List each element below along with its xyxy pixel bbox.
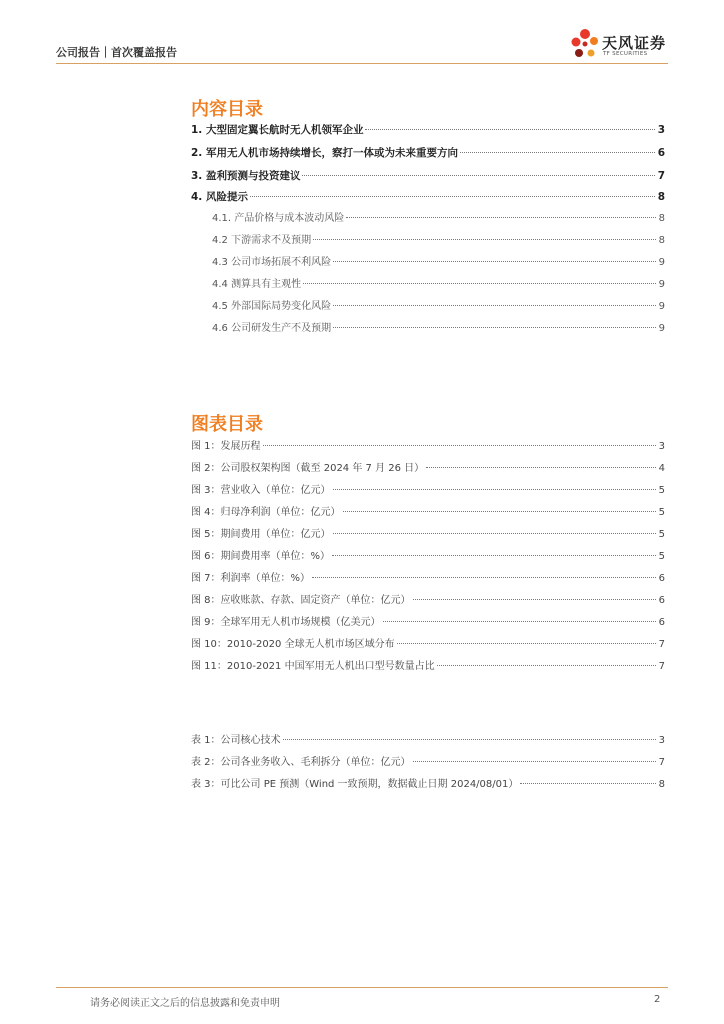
page-number: 2 [654, 994, 661, 1005]
figures-title: 图表目录 [191, 414, 263, 435]
report-type-label: 公司报告｜首次覆盖报告 [56, 46, 177, 59]
table-entry-page: 3 [658, 735, 665, 746]
figure-entry-page: 7 [658, 661, 665, 672]
leader-dots [365, 129, 654, 130]
leader-dots [426, 467, 655, 468]
figure-entry-page: 5 [658, 551, 665, 562]
toc-entry-1[interactable] [191, 122, 665, 138]
leader-dots [303, 283, 656, 284]
leader-dots [397, 643, 656, 644]
figure-entry-text: 图 10：2010-2020 全球无人机市场区域分布 [191, 639, 395, 650]
leader-dots [413, 761, 656, 762]
figure-entry-text: 图 4：归母净利润（单位：亿元） [191, 507, 341, 518]
leader-dots [520, 783, 655, 784]
toc-entry-4[interactable] [191, 189, 665, 205]
figure-entry-10[interactable] [191, 637, 665, 653]
logo-flower-icon [568, 26, 602, 60]
leader-dots [346, 217, 655, 218]
toc-entry-text: 2. 军用无人机市场持续增长，察打一体或为未来重要方向 [191, 147, 458, 159]
figure-entry-5[interactable] [191, 527, 665, 543]
figure-entry-page: 6 [658, 617, 665, 628]
leader-dots [332, 555, 656, 556]
figure-entry-2[interactable] [191, 461, 665, 477]
toc-entry-4-2[interactable] [212, 233, 665, 249]
figure-entry-text: 图 8：应收账款、存款、固定资产（单位：亿元） [191, 595, 411, 606]
figure-entry-page: 6 [658, 573, 665, 584]
disclaimer-text: 请务必阅读正文之后的信息披露和免责申明 [90, 998, 280, 1009]
leader-dots [333, 261, 656, 262]
figure-entry-text: 图 5：期间费用（单位：亿元） [191, 529, 331, 540]
figure-entry-6[interactable] [191, 549, 665, 565]
toc-entry-4-1[interactable] [212, 211, 665, 227]
figure-entry-11[interactable] [191, 659, 665, 675]
figure-entry-text: 图 11：2010-2021 中国军用无人机出口型号数量占比 [191, 661, 435, 672]
figure-entry-7[interactable] [191, 571, 665, 587]
figure-entry-text: 图 9：全球军用无人机市场规模（亿美元） [191, 617, 381, 628]
figure-entry-text: 图 3：营业收入（单位：亿元） [191, 485, 331, 496]
table-entry-2[interactable] [191, 755, 665, 771]
figure-entry-page: 6 [658, 595, 665, 606]
leader-dots [413, 599, 656, 600]
toc-entry-text: 4.4 测算具有主观性 [212, 279, 302, 290]
figure-entry-page: 3 [658, 441, 665, 452]
figure-entry-text: 图 1：发展历程 [191, 441, 261, 452]
figure-entry-text: 图 6：期间费用率（单位：%） [191, 551, 331, 562]
toc-entry-page: 9 [658, 279, 665, 290]
footer-divider [56, 987, 668, 988]
company-logo [568, 26, 678, 62]
figure-entry-page: 5 [658, 529, 665, 540]
toc-entry-text: 4.1. 产品价格与成本波动风险 [212, 213, 345, 224]
toc-entry-text: 3. 盈利预测与投资建议 [191, 170, 301, 182]
toc-entry-page: 3 [657, 124, 665, 136]
table-entry-text: 表 3：可比公司 PE 预测（Wind 一致预期，数据截止日期 2024/08/01） [191, 779, 519, 790]
toc-entry-page: 8 [657, 191, 665, 203]
figure-entry-page: 4 [658, 463, 665, 474]
toc-entry-page: 8 [658, 235, 665, 246]
table-entry-1[interactable] [191, 733, 665, 749]
leader-dots [333, 305, 656, 306]
leader-dots [263, 445, 656, 446]
leader-dots [333, 533, 656, 534]
toc-entry-text: 4. 风险提示 [191, 191, 248, 203]
table-entry-text: 表 1：公司核心技术 [191, 735, 281, 746]
header-divider [56, 63, 668, 64]
toc-entry-text: 4.5 外部国际局势变化风险 [212, 301, 332, 312]
leader-dots [460, 152, 655, 153]
figure-entry-8[interactable] [191, 593, 665, 609]
leader-dots [383, 621, 656, 622]
table-entry-page: 7 [658, 757, 665, 768]
toc-entry-text: 4.3 公司市场拓展不利风险 [212, 257, 332, 268]
figure-entry-1[interactable] [191, 439, 665, 455]
toc-entry-4-6[interactable] [212, 321, 665, 337]
toc-entry-text: 1. 大型固定翼长航时无人机领军企业 [191, 124, 364, 136]
toc-entry-page: 9 [658, 257, 665, 268]
table-entry-text: 表 2：公司各业务收入、毛利拆分（单位：亿元） [191, 757, 411, 768]
toc-entry-page: 6 [657, 147, 665, 159]
leader-dots [250, 196, 655, 197]
leader-dots [437, 665, 656, 666]
leader-dots [333, 327, 656, 328]
toc-entry-text: 4.6 公司研发生产不及预期 [212, 323, 332, 334]
figure-entry-text: 图 2：公司股权架构图（截至 2024 年 7 月 26 日） [191, 463, 425, 474]
figure-entry-9[interactable] [191, 615, 665, 631]
toc-entry-4-3[interactable] [212, 255, 665, 271]
figure-entry-4[interactable] [191, 505, 665, 521]
leader-dots [333, 489, 656, 490]
leader-dots [302, 175, 654, 176]
toc-entry-text: 4.2 下游需求不及预期 [212, 235, 312, 246]
leader-dots [313, 239, 656, 240]
figure-entry-text: 图 7：利润率（单位：%） [191, 573, 311, 584]
figure-entry-page: 5 [658, 507, 665, 518]
figure-entry-page: 7 [658, 639, 665, 650]
table-entry-3[interactable] [191, 777, 665, 793]
toc-title: 内容目录 [191, 99, 263, 120]
figure-entry-3[interactable] [191, 483, 665, 499]
logo-text-en: TF SECURITIES [603, 51, 648, 57]
leader-dots [312, 577, 656, 578]
toc-entry-page: 9 [658, 301, 665, 312]
toc-entry-page: 7 [657, 170, 665, 182]
toc-entry-4-5[interactable] [212, 299, 665, 315]
leader-dots [343, 511, 656, 512]
toc-entry-page: 9 [658, 323, 665, 334]
toc-entry-3[interactable] [191, 168, 665, 184]
toc-entry-2[interactable] [191, 145, 665, 161]
leader-dots [283, 739, 656, 740]
figure-entry-page: 5 [658, 485, 665, 496]
table-entry-page: 8 [658, 779, 665, 790]
logo-text-cn: 天风证券 [602, 34, 667, 52]
toc-entry-4-4[interactable] [212, 277, 665, 293]
toc-entry-page: 8 [658, 213, 665, 224]
